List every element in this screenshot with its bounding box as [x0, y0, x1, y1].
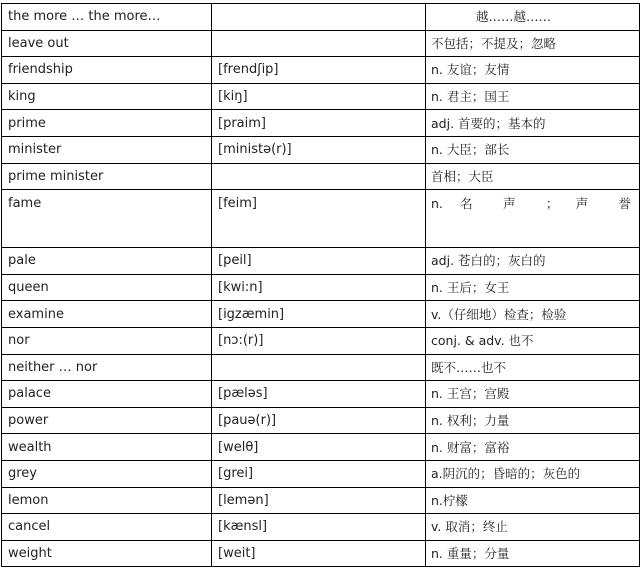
phonetic-cell: [feim]	[212, 190, 426, 248]
table-row	[2, 248, 640, 275]
table-row	[2, 407, 640, 434]
word-cell: nor	[2, 327, 212, 354]
table-row	[2, 381, 640, 408]
table-row	[2, 30, 640, 57]
word-cell: pale	[2, 248, 212, 275]
table-row	[2, 460, 640, 487]
phonetic-cell: [grei]	[212, 460, 426, 487]
word-cell: power	[2, 407, 212, 434]
meaning-cell: n. 王后；女王	[426, 274, 640, 301]
phonetic-cell: [igzæmin]	[212, 301, 426, 328]
meaning-cell: adj. 首要的；基本的	[426, 110, 640, 137]
word-cell: examine	[2, 301, 212, 328]
table-row	[2, 327, 640, 354]
word-cell: queen	[2, 274, 212, 301]
phonetic-cell: [lemən]	[212, 487, 426, 514]
word-cell: palace	[2, 381, 212, 408]
table-row	[2, 136, 640, 163]
meaning-cell: 既不……也不	[426, 354, 640, 381]
phonetic-cell	[212, 163, 426, 190]
phonetic-cell: [peil]	[212, 248, 426, 275]
meaning-cell: 不包括；不提及；忽略	[426, 30, 640, 57]
phonetic-cell: [kwi:n]	[212, 274, 426, 301]
meaning-cell: n. 名 声 ； 声 誉	[426, 190, 640, 248]
word-cell: neither … nor	[2, 354, 212, 381]
meaning-cell: n. 重量；分量	[426, 540, 640, 567]
table-row	[2, 4, 640, 31]
phonetic-cell: [weit]	[212, 540, 426, 567]
phonetic-cell: [kænsl]	[212, 514, 426, 541]
meaning-cell: v.（仔细地）检查；检验	[426, 301, 640, 328]
word-cell: the more … the more…	[2, 4, 212, 31]
phonetic-cell: [pauə(r)]	[212, 407, 426, 434]
meaning-cell: a.阴沉的；昏暗的；灰色的	[426, 460, 640, 487]
word-cell: lemon	[2, 487, 212, 514]
word-cell: friendship	[2, 57, 212, 84]
table-row	[2, 540, 640, 567]
word-cell: leave out	[2, 30, 212, 57]
phonetic-cell: [ministə(r)]	[212, 136, 426, 163]
table-row	[2, 83, 640, 110]
phonetic-cell	[212, 30, 426, 57]
table-row	[2, 110, 640, 137]
meaning-cell: n. 大臣；部长	[426, 136, 640, 163]
table-row	[2, 301, 640, 328]
table-row	[2, 57, 640, 84]
phonetic-cell: [frendʃip]	[212, 57, 426, 84]
table-row	[2, 487, 640, 514]
word-cell: prime	[2, 110, 212, 137]
meaning-cell: 越……越……	[426, 4, 640, 31]
vocabulary-table	[1, 3, 640, 567]
meaning-cell: conj. & adv. 也不	[426, 327, 640, 354]
meaning-cell: n. 王宫；宫殿	[426, 381, 640, 408]
meaning-cell: v. 取消；终止	[426, 514, 640, 541]
table-row	[2, 163, 640, 190]
meaning-cell: adj. 苍白的；灰白的	[426, 248, 640, 275]
word-cell: minister	[2, 136, 212, 163]
table-row	[2, 514, 640, 541]
word-cell: cancel	[2, 514, 212, 541]
phonetic-cell: [pæləs]	[212, 381, 426, 408]
meaning-cell: n. 权利；力量	[426, 407, 640, 434]
table-row	[2, 274, 640, 301]
table-row	[2, 354, 640, 381]
word-cell: weight	[2, 540, 212, 567]
word-cell: fame	[2, 190, 212, 248]
table-row	[2, 190, 640, 248]
meaning-cell: n.柠檬	[426, 487, 640, 514]
phonetic-cell: [praim]	[212, 110, 426, 137]
meaning-cell: 首相；大臣	[426, 163, 640, 190]
meaning-cell: n. 君主；国王	[426, 83, 640, 110]
meaning-cell: n. 友谊；友情	[426, 57, 640, 84]
word-cell: prime minister	[2, 163, 212, 190]
word-cell: king	[2, 83, 212, 110]
phonetic-cell: [kiŋ]	[212, 83, 426, 110]
phonetic-cell: [nɔ:(r)]	[212, 327, 426, 354]
meaning-cell: n. 财富；富裕	[426, 434, 640, 461]
word-cell: grey	[2, 460, 212, 487]
table-row	[2, 434, 640, 461]
phonetic-cell: [welθ]	[212, 434, 426, 461]
phonetic-cell	[212, 4, 426, 31]
phonetic-cell	[212, 354, 426, 381]
word-cell: wealth	[2, 434, 212, 461]
